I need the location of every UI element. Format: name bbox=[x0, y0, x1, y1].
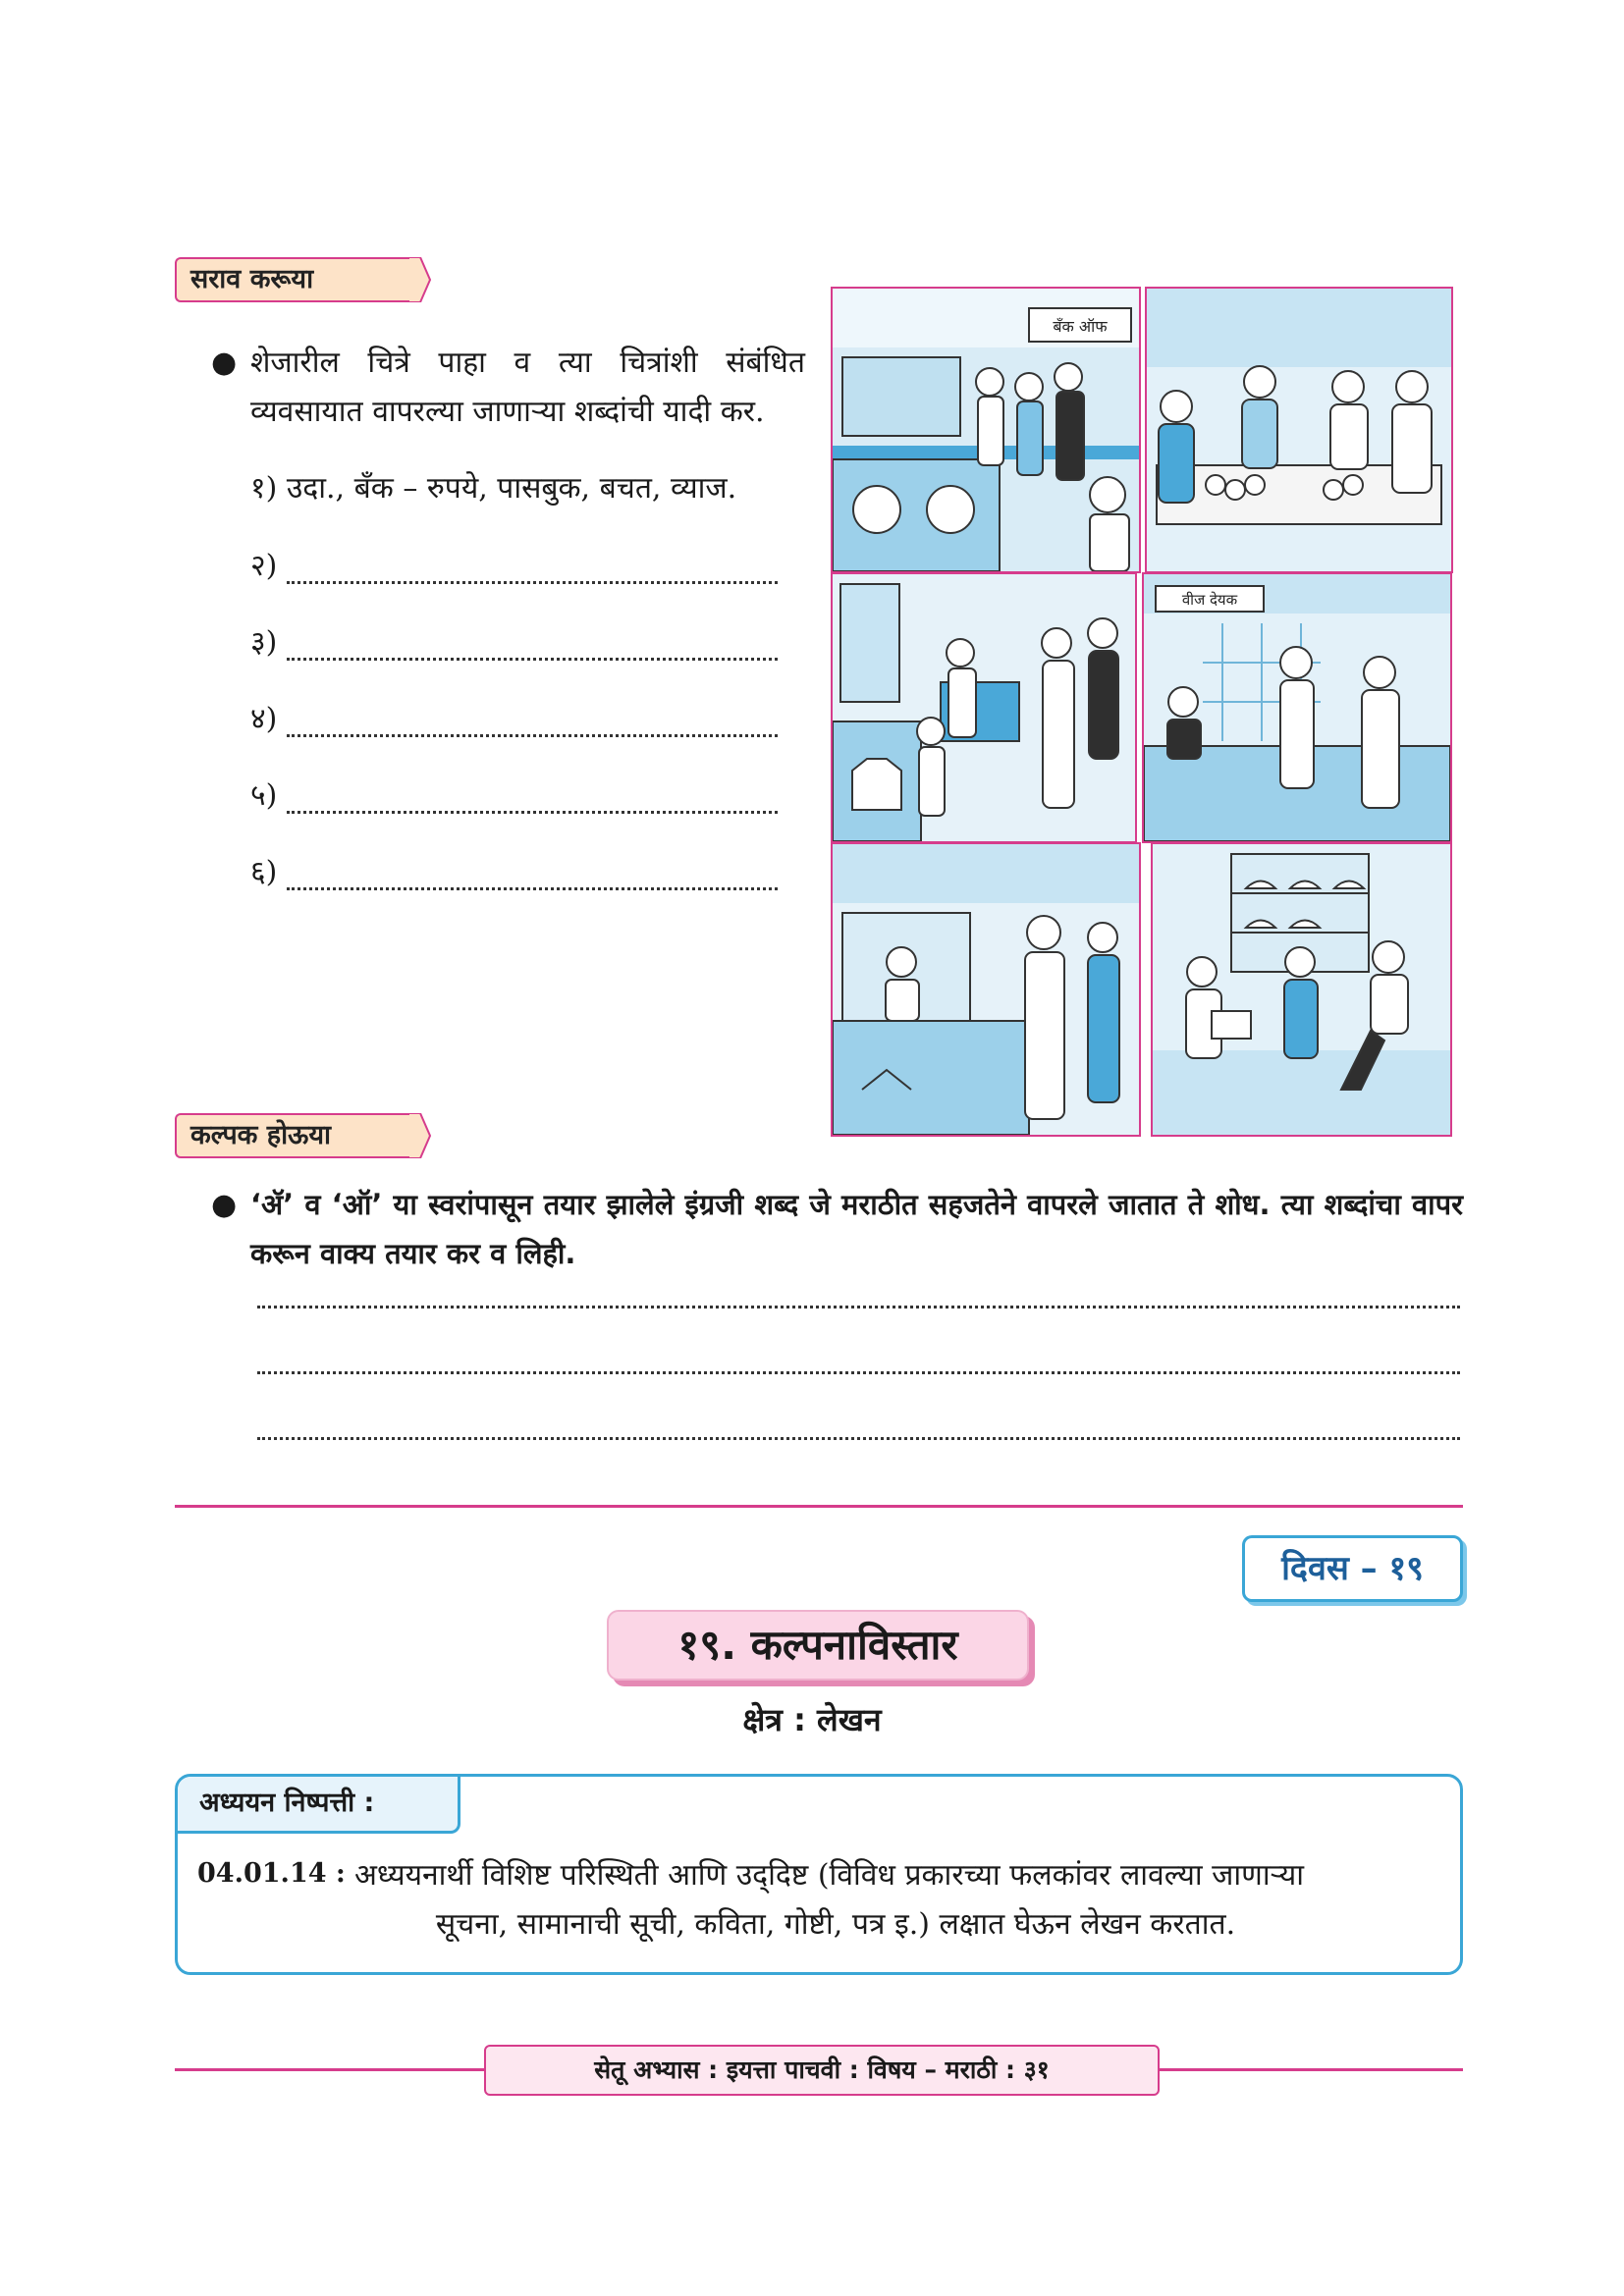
picture-post-office bbox=[831, 842, 1141, 1137]
bank-sign-text: बँक ऑफ bbox=[1053, 317, 1108, 336]
answer-number: २) bbox=[250, 549, 278, 583]
answer-line[interactable] bbox=[250, 619, 778, 667]
practice-instruction: शेजारील चित्रे पाहा व त्या चित्रांशी संबंधित व्यवसायात वापरल्या जाणाऱ्या शब्दांची यादी कर. bbox=[250, 346, 805, 429]
answer-line[interactable] bbox=[250, 543, 778, 590]
section-heading-practice bbox=[175, 257, 410, 302]
section-heading-creative-label: कल्पक होऊया bbox=[190, 1120, 331, 1150]
outcome-text bbox=[354, 1851, 1444, 1949]
footer-rule-right bbox=[1160, 2068, 1463, 2071]
answer-number: ५) bbox=[250, 778, 278, 813]
dotted-answer-field[interactable] bbox=[287, 628, 778, 661]
picture-bank bbox=[831, 287, 1141, 573]
answer-number: ६) bbox=[250, 855, 278, 889]
outcome-code: 04.01.14 : bbox=[197, 1858, 346, 1889]
field-label: क्षेत्र : लेखन bbox=[742, 1701, 882, 1738]
page-footer: सेतू अभ्यास : इयत्ता पाचवी : विषय – मराठी : ३१ bbox=[484, 2045, 1160, 2096]
picture-clothes-shop bbox=[831, 572, 1137, 843]
answer-line bbox=[250, 465, 736, 512]
picture-vegetable-market bbox=[1145, 287, 1453, 573]
writing-line[interactable] bbox=[257, 1437, 1460, 1440]
answer-number: ३) bbox=[250, 625, 278, 660]
section-heading-practice-label: सराव करूया bbox=[190, 264, 314, 294]
section-divider bbox=[175, 1505, 1463, 1508]
bullet-icon: ● bbox=[211, 346, 238, 380]
picture-shoe-shop bbox=[1151, 842, 1452, 1137]
answer-number: १) bbox=[250, 471, 278, 506]
tab-arrow-icon bbox=[408, 1113, 432, 1158]
day-badge: दिवस – १९ bbox=[1242, 1535, 1463, 1602]
dotted-answer-field[interactable] bbox=[287, 552, 778, 584]
bill-sign-text: वीज देयक bbox=[1181, 591, 1238, 609]
outcome-text-line2: सूचना, सामानाची सूची, कविता, गोष्टी, पत्र इ.) लक्षात घेऊन लेखन करतात. bbox=[435, 1907, 1236, 1942]
tab-arrow-icon bbox=[408, 257, 432, 302]
dotted-answer-field[interactable] bbox=[287, 705, 778, 737]
learning-outcome-label: अध्ययन निष्पत्ती : bbox=[178, 1777, 460, 1834]
writing-line[interactable] bbox=[257, 1306, 1460, 1308]
writing-line[interactable] bbox=[257, 1371, 1460, 1374]
chapter-title: १९. कल्पनाविस्तार bbox=[607, 1610, 1029, 1681]
dotted-answer-field[interactable] bbox=[287, 858, 778, 890]
example-text: उदा., बँक – रुपये, पासबुक, बचत, व्याज. bbox=[286, 471, 737, 506]
dotted-answer-field[interactable] bbox=[287, 781, 778, 814]
learning-outcome-box bbox=[175, 1774, 1463, 1975]
footer-rule-left bbox=[175, 2068, 484, 2071]
answer-line[interactable] bbox=[250, 773, 778, 820]
answer-number: ४) bbox=[250, 702, 278, 736]
answer-line[interactable] bbox=[250, 849, 778, 896]
answer-line[interactable] bbox=[250, 696, 778, 743]
outcome-text-line1: अध्ययनार्थी विशिष्ट परिस्थिती आणि उद्‌दिष्ट (विविध प्रकारच्या फलकांवर लावल्या जाणाऱ्या bbox=[354, 1858, 1305, 1893]
bullet-icon: ● bbox=[211, 1188, 238, 1222]
creative-instruction: ‘ॲ’ व ‘ऑ’ या स्वरांपासून तयार झालेले इंग्रजी शब्द जे मराठीत सहजतेने वापरले जातात ते शोध. त्या शब्दांचा वापर करून वाक्य तयार कर व लिही. bbox=[250, 1188, 1463, 1270]
picture-electricity-bill-office bbox=[1142, 572, 1452, 843]
section-heading-creative bbox=[175, 1113, 410, 1158]
